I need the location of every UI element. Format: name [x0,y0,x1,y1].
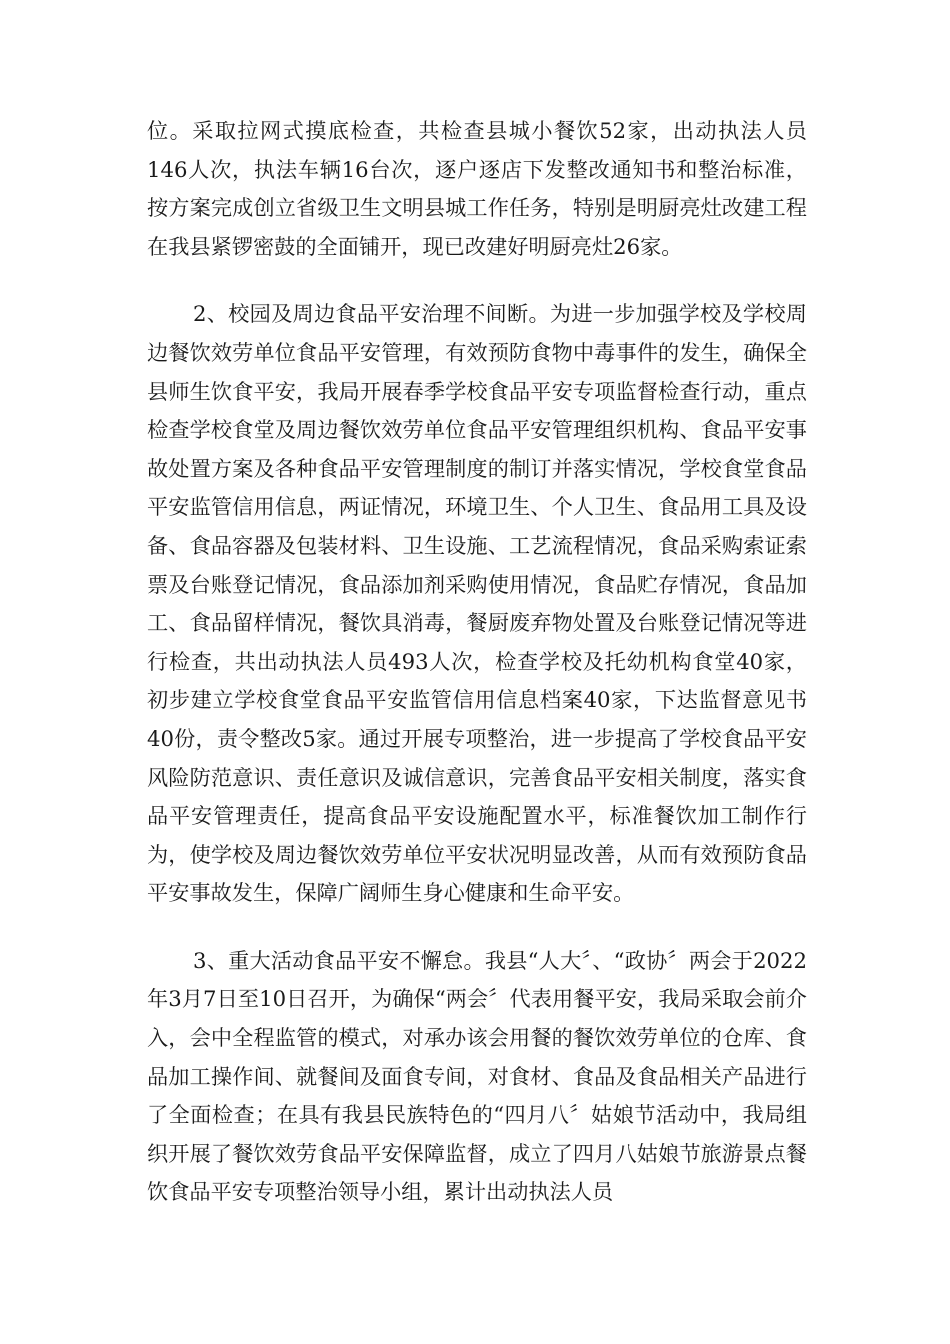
paragraph-continuation: 位。采取拉网式摸底检查，共检查县城小餐饮52家，出动执法人员146人次，执法车辆16台次，逐户逐店下发整改通知书和整治标准，按方案完成创立省级卫生文明县城工作任务，特别是明厨亮灶改建工程在我县紧锣密鼓的全面铺开，现已改建好明厨亮灶26家。 [147,118,807,259]
paragraph-campus-food-safety: 2、校园及周边食品平安治理不间断。为进一步加强学校及学校周边餐饮效劳单位食品平安管理，有效预防食物中毒事件的发生，确保全县师生饮食平安，我局开展春季学校食品平安专项监督检查行动，重点检查学校食堂及周边餐饮效劳单位食品平安管理组织机构、食品平安事故处置方案及各种食品平安管理制度的制订并落实情况，学校食堂食品平安监管信用信息，两证情况，环境卫生、个人卫生、食品用工具及设备、食品容器及包装材料、卫生设施、工艺流程情况，食品采购索证索票及台账登记情况，食品添加剂采购使用情况，食品贮存情况，食品加工、食品留样情况，餐饮具消毒，餐厨废弃物处置及台账登记情况等进行检查，共出动执法人员493人次，检查学校及托幼机构食堂40家，初步建立学校食堂食品平安监管信用信息档案40家，下达监督意见书40份，责令整改5家。通过开展专项整治，进一步提高了学校食品平安风险防范意识、责任意识及诚信意识，完善食品平安相关制度，落实食品平安管理责任，提高食品平安设施配置水平，标准餐饮加工制作行为，使学校及周边餐饮效劳单位平安状况明显改善，从而有效预防食品平安事故发生，保障广阔师生身心健康和生命平安。 [147,301,807,906]
paragraph-major-events-food-safety: 3、重大活动食品平安不懈怠。我县“人大〞、“政协〞两会于2022年3月7日至10日召开，为确保“两会〞代表用餐平安，我局采取会前介入，会中全程监管的模式，对承办该会用餐的餐饮效劳单位的仓库、食品加工操作间、就餐间及面食专间，对食材、食品及食品相关产品进行了全面检查；在具有我县民族特色的“四月八〞姑娘节活动中，我局组织开展了餐饮效劳食品平安保障监督，成立了四月八姑娘节旅游景点餐饮食品平安专项整治领导小组，累计出动执法人员 [147,947,807,1205]
document-page [147,112,807,1212]
